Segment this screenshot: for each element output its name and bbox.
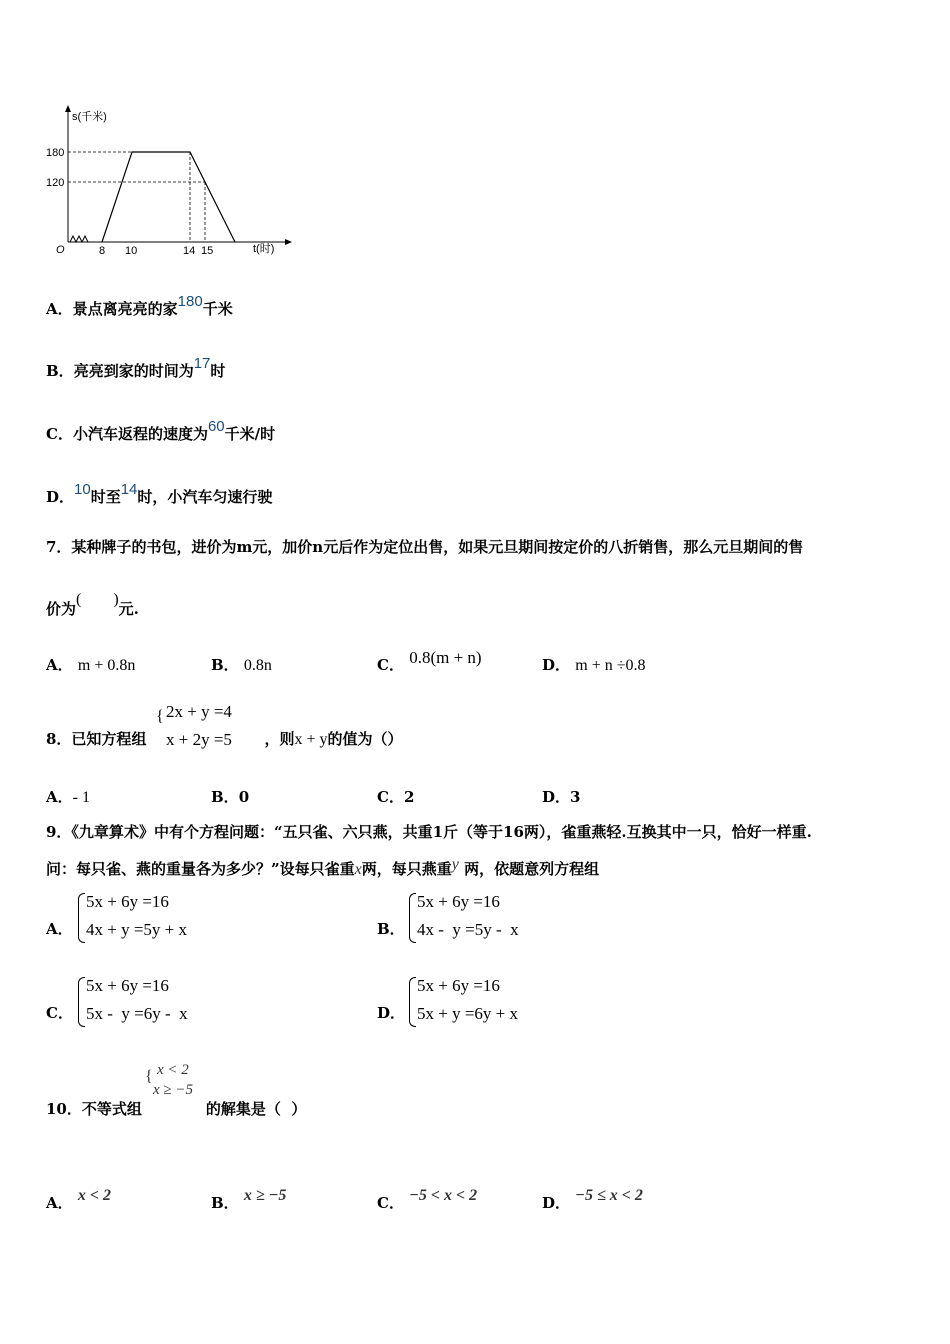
q9-stem-line2: 问：每只雀、燕的重量各为多少？”设每只雀重x两，每只燕重y 两，依题意列方程组 [46, 856, 600, 878]
q7-stem-line2: 价为( )元. [46, 591, 139, 618]
q7-stem-line1: 7．某种牌子的书包，进价为m元，加价n元后作为定位出售，如果元旦期间按定价的八折销售，那么元旦期间的售 [46, 538, 804, 556]
q10-option-a: A． x < 2 [46, 1187, 111, 1212]
x-tick-10: 10 [125, 245, 138, 257]
x-axis-label: t(时) [253, 243, 275, 255]
q10-inequality-system: { x < 2 x ≥ −5 [145, 1062, 194, 1098]
q8-equation-system: { 2x + y =4 x + 2y =5 [156, 702, 232, 749]
q9-option-a-system: 5x + 6y =16 4x + y =5y + x [78, 891, 228, 945]
y-tick-120: 120 [46, 177, 65, 189]
axis-break [70, 236, 88, 242]
q6-option-d: D．10时至14时，小汽车匀速行驶 [46, 481, 273, 506]
q8-option-d: D．3 [542, 788, 581, 806]
q9-option-c-system: 5x + 6y =16 5x - y =6y - x [78, 975, 228, 1029]
x-tick-14: 14 [183, 245, 196, 257]
q8-option-a: A．- 1 [46, 788, 90, 806]
y-axis-label: s(千米) [72, 111, 107, 123]
q10-option-b: B． x ≥ −5 [211, 1187, 287, 1212]
x-tick-8: 8 [99, 245, 106, 257]
x-tick-15: 15 [201, 245, 214, 257]
q9-option-a-letter: A． [46, 920, 73, 938]
q9-option-d-system: 5x + 6y =16 5x + y =6y + x [409, 975, 559, 1029]
q9-stem-line1: 9．《九章算术》中有个方程问题：“五只雀、六只燕，共重1斤（等于16两），雀重燕轻.互换其中一只，恰好一样重. [46, 823, 812, 841]
q7-option-d: D． m + n ÷0.8 [542, 656, 646, 674]
q8-option-b: B．0 [211, 788, 250, 806]
q10-option-c: C． −5 < x < 2 [377, 1187, 478, 1212]
y-tick-180: 180 [46, 147, 65, 159]
q6-option-b: B．亮亮到家的时间为17时 [46, 355, 226, 380]
q9-option-c-letter: C． [46, 1004, 73, 1022]
origin-label: O [56, 244, 65, 256]
journey-line [102, 152, 235, 242]
q9-option-d-letter: D． [377, 1004, 406, 1022]
q9-option-b-system: 5x + 6y =16 4x - y =5y - x [409, 891, 559, 945]
q9-option-b-letter: B． [377, 920, 405, 938]
q8-option-c: C．2 [377, 788, 415, 806]
q7-option-a: A． m + 0.8n [46, 656, 136, 674]
q7-option-c: C． 0.8(m + n) [377, 648, 482, 674]
q10-stem: 10．不等式组 的解集是（ ） [46, 1100, 307, 1118]
q6-option-c: C．小汽车返程的速度为60千米/时 [46, 418, 276, 443]
q7-option-b: B． 0.8n [211, 656, 272, 674]
q6-option-a: A．景点离亮亮的家180千米 [46, 293, 233, 318]
q8-stem: 8．已知方程组 ，则x + y的值为（） [46, 730, 403, 748]
distance-time-graph [40, 100, 300, 265]
q10-option-d: D． −5 ≤ x < 2 [542, 1187, 643, 1212]
